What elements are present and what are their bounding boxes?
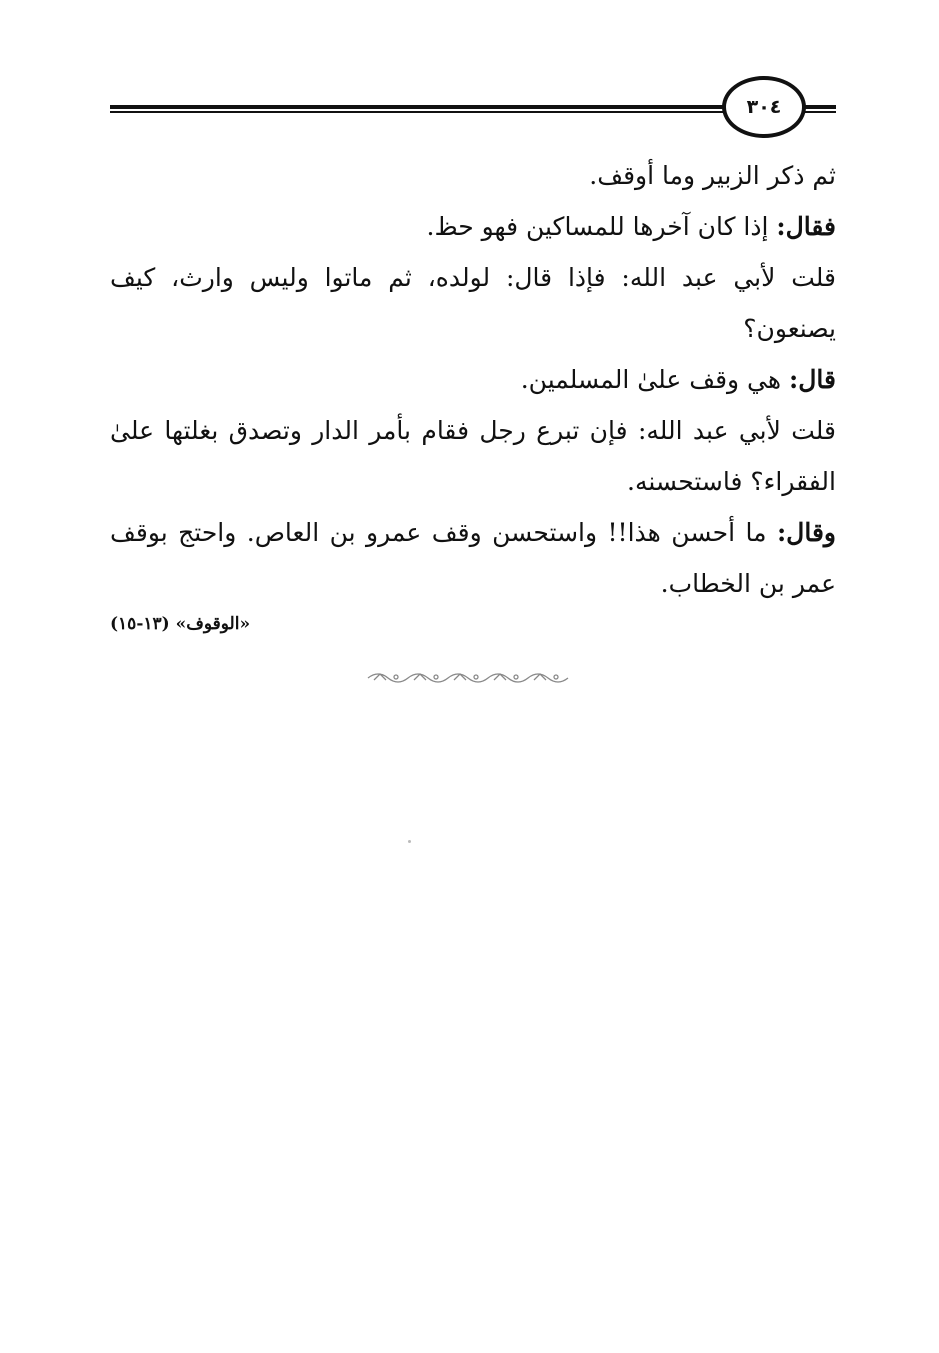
paragraph-5: قلت لأبي عبد الله: فإن تبرع رجل فقام بأمر الدار وتصدق بغلتها علىٰ الفقراء؟ فاستحسنه. (110, 416, 836, 496)
paragraph-6 (110, 507, 836, 609)
paragraph-2-text: إذا كان آخرها للمساكين فهو حظ. (426, 212, 777, 241)
section-divider-ornament (360, 666, 580, 688)
page-number-badge (722, 76, 806, 138)
page-header (110, 72, 836, 142)
paragraph-4 (110, 354, 836, 405)
paragraph-1: ثم ذكر الزبير وما أوقف. (589, 161, 836, 190)
speaker-label: وقال: (776, 518, 836, 547)
main-text (110, 150, 836, 609)
paragraph-2 (110, 201, 836, 252)
paragraph-6-text: ما أحسن هذا!! واستحسن وقف عمرو بن العاص. واحتج بوقف عمر بن الخطاب. (110, 518, 836, 598)
scan-speck (408, 840, 411, 843)
paragraph-3: قلت لأبي عبد الله: فإذا قال: لولده، ثم ماتوا وليس وارث، كيف يصنعون؟ (110, 263, 836, 343)
speaker-label: فقال: (776, 212, 836, 241)
page-number: ٣٠٤ (746, 96, 782, 118)
source-reference: «الوقوف» (١٣-١٥) (110, 614, 251, 634)
paragraph-4-text: هي وقف علىٰ المسلمين. (520, 365, 790, 394)
speaker-label: قال: (789, 365, 836, 394)
